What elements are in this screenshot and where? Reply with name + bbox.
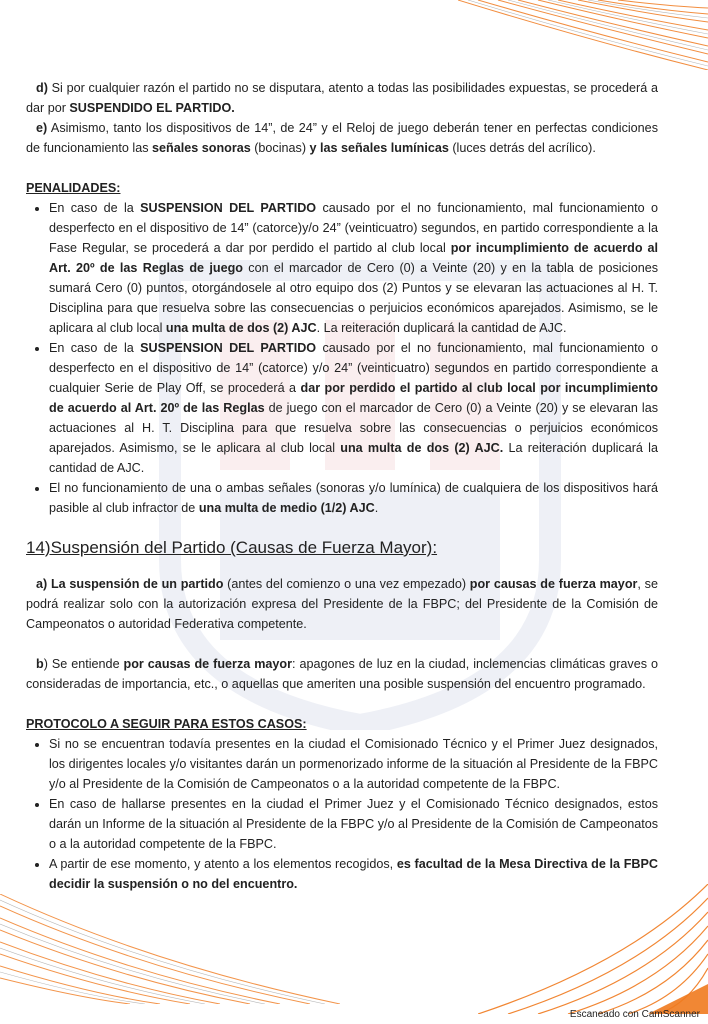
paragraph-e <box>26 118 658 158</box>
penalidades-heading: PENALIDADES: <box>26 181 121 195</box>
bold-text: La suspensión de un partido <box>47 577 224 591</box>
text: Asimismo, tanto los dispositivos de 14”, de 24” y el Reloj de juego deberán tener en perfectas condiciones de funcionamiento las <box>26 121 658 155</box>
text: : apagones de luz en la ciudad, inclemencias climáticas graves o consideradas de importancia, etc., o aquellas que ameriten una posible suspensión del encuentro programado. <box>26 657 658 691</box>
bold-text: por causas de fuerza mayor <box>123 657 293 671</box>
corner-stripes-top-right <box>458 0 708 70</box>
bold-text: SUSPENDIDO EL PARTIDO. <box>69 101 235 115</box>
list-item <box>49 338 658 478</box>
text: En caso de la <box>49 201 141 215</box>
text: , se podrá realizar solo con la autorización expresa del Presidente de la FBPC; del Presidente de la Comisión de Campeonatos o autoridad Federativa competente. <box>26 577 658 631</box>
corner-stripes-bottom-right <box>478 884 708 1014</box>
bold-text: es facultad de la Mesa Directiva de la FBPC decidir la suspensión o no del encuentro. <box>49 857 658 891</box>
paragraph-d <box>26 78 658 118</box>
bold-text: dar por perdido el partido al club local por incumplimiento de acuerdo al Art. 20º de las Reglas <box>49 381 658 415</box>
bold-text: una multa de dos (2) AJC. <box>340 441 504 455</box>
bold-text: una multa de dos (2) AJC <box>165 321 317 335</box>
protocolo-heading: PROTOCOLO A SEGUIR PARA ESTOS CASOS: <box>26 717 307 731</box>
text: En caso de la <box>49 341 141 355</box>
text: causado por el no funcionamiento, mal funcionamiento o desperfecto en el dispositivo de 14” (catorce) y/o 24” (veinticuatro) segundos en partido correspondiente a cualquier Serie de Play Off, se procederá a <box>49 341 659 395</box>
corner-stripes-bottom-left <box>0 894 340 1004</box>
text: ) Se entiende <box>43 657 124 671</box>
bold-text: por causas de fuerza mayor <box>469 577 638 591</box>
text: A partir de ese momento, y atento a los elementos recogidos, <box>49 857 397 871</box>
list-item: • En caso de hallarse presentes en la ciudad el Primer Juez y el Comisionado Técnico designados, estos darán un Informe de la situación al Presidente de la FBPC y/o al Presidente de la Comisión de Campeonatos o a la autoridad competente de la FBPC. <box>49 794 658 854</box>
list-item <box>49 854 658 894</box>
bold-text: una multa de medio (1/2) AJC <box>198 501 375 515</box>
text: El no funcionamiento de una o ambas señales (sonoras y/o lumínica) de cualquiera de los dispositivos hará pasible al club infractor de <box>49 481 658 515</box>
paragraph-14a <box>26 574 658 634</box>
bold-text: SUSPENSION DEL PARTIDO <box>140 341 317 355</box>
text: . La reiteración duplicará la cantidad de AJC. <box>316 321 567 335</box>
bold-text: por incumplimiento de acuerdo al Art. 20º de las Reglas de juego <box>49 241 659 275</box>
protocolo-list <box>26 734 658 894</box>
paragraph-14b <box>26 654 658 694</box>
penalidades-list <box>26 198 658 518</box>
item-letter: b <box>36 657 44 671</box>
document-body <box>26 78 658 894</box>
text: (bocinas) <box>250 141 310 155</box>
text: con el marcador de Cero (0) a Veinte (20) y en la tabla de posiciones sumará Cero (0) puntos, otorgándosele al otro equipo dos (2) Puntos y se elevaran las actuaciones al H. T. Disciplina para que resuelva sobre las consecuencias o perjuicios económicos aparejados. Asimismo, se le aplicara al club local <box>49 261 659 335</box>
section-14-title: 14)Suspensión del Partido (Causas de Fuerza Mayor): <box>26 538 438 557</box>
bold-text: señales sonoras <box>152 141 251 155</box>
item-letter: e) <box>36 121 48 135</box>
list-item <box>49 478 658 518</box>
scanner-footer: Escaneado con CamScanner <box>569 1009 700 1020</box>
text: de juego con el marcador de Cero (0) a Veinte (20) y se elevaran las actuaciones al H. T. Disciplina para que resuelva sobre las consecuencias o perjuicios económicos aparejados. Asimismo, se le aplicara al club local <box>49 401 659 455</box>
bold-text: SUSPENSION DEL PARTIDO <box>140 201 317 215</box>
text: . <box>374 501 379 515</box>
list-item <box>49 198 658 338</box>
item-letter: a) <box>36 577 48 591</box>
list-item: • Si no se encuentran todavía presentes en la ciudad el Comisionado Técnico y el Primer Juez designados, los dirigentes locales y/o visitantes darán un pormenorizado informe de la situación al Presidente de la FBPC y/o al Presidente de la Comisión de Campeonatos o a la autoridad competente de la FBPC. <box>49 734 658 794</box>
item-letter: d) <box>36 81 48 95</box>
text: La reiteración duplicará la cantidad de AJC. <box>49 441 658 475</box>
text: (luces detrás del acrílico). <box>448 141 596 155</box>
bold-text: y las señales lumínicas <box>309 141 449 155</box>
text: (antes del comienzo o una vez empezado) <box>223 577 470 591</box>
text: causado por el no funcionamiento, mal funcionamiento o desperfecto en el dispositivo de 14” (catorce)y/o 24” (veinticuatro) segundos, en partido correspondiente a la Fase Regular, se procederá a dar por perdido el partido al club local <box>49 201 659 255</box>
text: Si por cualquier razón el partido no se disputara, atento a todas las posibilidades expuestas, se procederá a dar por <box>26 81 658 115</box>
